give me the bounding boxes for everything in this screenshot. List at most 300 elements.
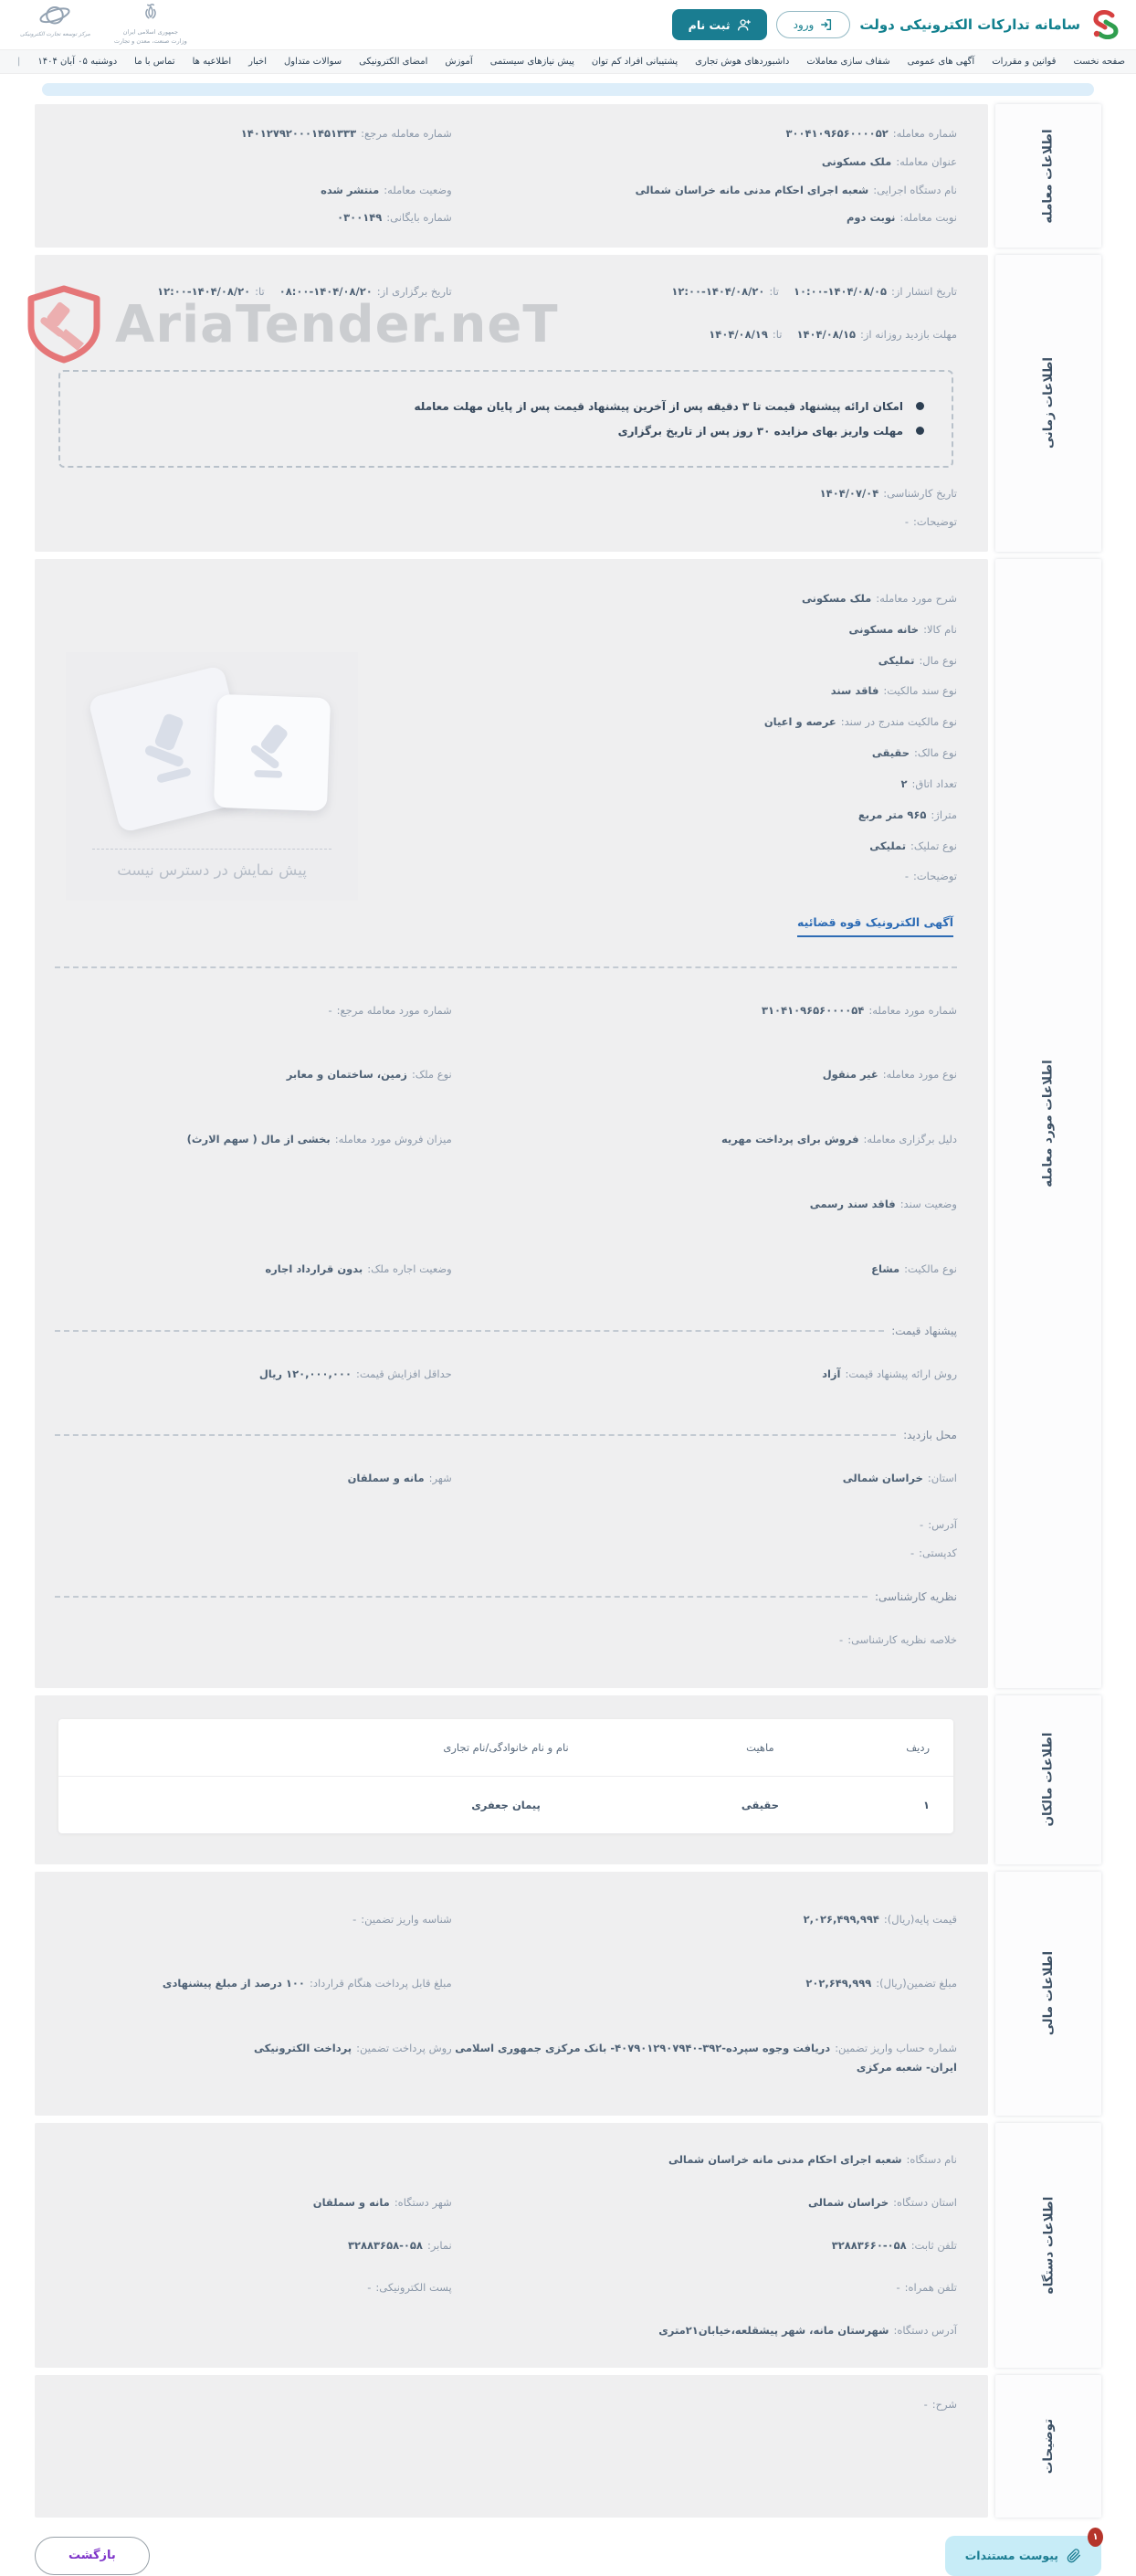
field-cell [55, 2308, 452, 2351]
field [839, 1633, 957, 1646]
gavel-icon [236, 716, 309, 789]
field-cell [452, 1510, 957, 1538]
field-value: ۳۰۰۴۱۰۹۶۵۶۰۰۰۰۵۲ [785, 127, 889, 140]
section-deal-info [35, 104, 1101, 248]
field-label: عنوان معامله: [896, 154, 957, 168]
ecommerce-center-caption: مرکز توسعه تجارت الکترونیکی [20, 31, 90, 38]
section-content-timing-info [35, 255, 988, 551]
field [785, 127, 957, 140]
section-title: توضیحات [1041, 2418, 1056, 2475]
field-value: ۲ [900, 776, 908, 790]
field-label: شماره بایگانی: [386, 211, 452, 225]
field [910, 1547, 957, 1559]
field-value: ۱۲۰,۰۰۰,۰۰۰ ریال [258, 1367, 352, 1380]
field [831, 684, 957, 697]
field-value: عرصه و اعیان [763, 715, 836, 729]
field-value: بدون قرارداد اجاره [265, 1262, 363, 1275]
field-label: تا: [772, 328, 783, 342]
field-row [382, 798, 957, 829]
field-cell [452, 2180, 957, 2223]
field-cell [452, 1607, 957, 1672]
field-value: مانه و سملقان [312, 2195, 390, 2209]
field-value: ملک مسکونی [821, 154, 892, 168]
field-label: نوع مالکیت مندرج در سند: [840, 715, 957, 729]
field-label: آدرس دستگاه: [893, 2324, 957, 2338]
field-cell [452, 119, 957, 147]
register-label: ثبت نام [688, 17, 731, 32]
group-label: نظریه کارشناسی: [875, 1589, 957, 1603]
field-cell [452, 1950, 957, 2015]
nav-item-3[interactable]: شفاف سازی معاملات [806, 57, 890, 67]
nav-item-2[interactable]: آگهی های عمومی [907, 57, 975, 67]
field-label: نوع تملیک: [910, 839, 957, 852]
nav-item-11[interactable]: اطلاعیه ها [192, 57, 232, 67]
field [905, 515, 957, 528]
field-cell [55, 312, 452, 355]
nav-item-1[interactable]: قوانین و مقررات [992, 57, 1057, 67]
field-label: تعداد اتاق: [911, 776, 957, 790]
field [367, 2281, 451, 2294]
field-row [382, 583, 957, 614]
field-cell [452, 479, 957, 507]
dashed-line [55, 1596, 868, 1598]
field-row [382, 860, 957, 892]
paperclip-icon [1067, 2549, 1081, 2563]
gavel-icon [120, 696, 224, 800]
group-label: محل بازدید: [903, 1429, 957, 1442]
field-cell [55, 1445, 452, 1510]
field [822, 155, 957, 168]
section-title: اطلاعات زمانی [1041, 357, 1057, 449]
field [287, 1068, 452, 1081]
section-label-financial-info [995, 1872, 1101, 2116]
section-financial-info [35, 1872, 1101, 2116]
field-cell [55, 2390, 452, 2418]
field-grid [55, 1510, 957, 1567]
nav-item-4[interactable]: داشبوردهای هوش تجاری [695, 57, 790, 67]
field [810, 1198, 957, 1210]
section-timing-info [35, 255, 1101, 551]
auth-buttons [672, 9, 851, 40]
field-cell [452, 312, 957, 355]
field-value: تملیکی [869, 839, 907, 852]
field-cell [55, 479, 452, 507]
notice-text: امکان ارائه پیشنهاد قیمت تا ۳ دقیقه پس از آخرین پیشنهاد قیمت پس از پایان مهلت معامله [414, 399, 903, 413]
watermark-text: AriaTender.neT [115, 294, 559, 354]
field-value: فاقد سند [830, 684, 879, 698]
field-value: ۱۴۰۴/۰۸/۰۵-۱۰:۰۰ [793, 285, 887, 299]
field-cell [55, 1171, 452, 1236]
field-label: پست الکترونیکی: [375, 2281, 452, 2295]
register-button[interactable] [672, 9, 767, 40]
nav-item-10[interactable]: اخبار [248, 57, 267, 67]
group-separator [55, 1429, 957, 1441]
field-label: نام کالا: [923, 622, 957, 636]
field-cell [452, 1041, 957, 1106]
field-cell [55, 1236, 452, 1301]
column-header: ماهیت [746, 1740, 774, 1754]
field-cell [55, 507, 452, 535]
field [259, 1367, 452, 1380]
main-content [0, 104, 1136, 2518]
field-row [382, 706, 957, 737]
iran-emblem-icon [139, 3, 163, 28]
field-label: نوع ملک: [411, 1068, 452, 1082]
field-grid [55, 269, 957, 355]
field [762, 1004, 957, 1017]
field-value: مانه و سملقان [347, 1472, 425, 1485]
subject-fields [382, 574, 957, 892]
field-label: شماره معامله: [892, 127, 957, 140]
field-row [382, 829, 957, 860]
field-value: ۱۴۰۴/۰۸/۲۰-۱۲:۰۰ [157, 285, 251, 299]
group-separator [55, 1590, 957, 1603]
field-cell [55, 1041, 452, 1106]
field-label: متراژ: [931, 808, 957, 821]
section-label-subject-info [995, 559, 1101, 1688]
field-value: خراسان شمالی [807, 2195, 889, 2209]
section-content-owners-info [35, 1695, 988, 1864]
field-cell [452, 1236, 957, 1301]
field-label: نام دستگاه اجرایی: [873, 183, 957, 196]
field [808, 2196, 957, 2209]
section-label-notes [995, 2375, 1101, 2518]
field-cell [55, 1510, 452, 1538]
field-label: شماره مورد معامله: [868, 1003, 957, 1017]
table-row [58, 1777, 953, 1833]
field-cell [452, 507, 957, 535]
field-value: ۱۴۰۴/۰۷/۰۴ [819, 486, 879, 500]
field-cell [452, 2015, 957, 2099]
field-row [382, 644, 957, 675]
field-cell [55, 119, 452, 147]
field-value: ۰۳۰۰۱۴۹ [337, 211, 383, 225]
column-header: ردیف [906, 1740, 930, 1754]
field-value: - [920, 1518, 924, 1532]
field-label: شرح: [931, 2397, 957, 2411]
field [804, 1913, 957, 1926]
field-cell [55, 1538, 452, 1567]
nav-item-0[interactable]: صفحه نخست [1073, 57, 1125, 67]
field-grid [55, 1445, 957, 1510]
field-label: وضعیت سند: [899, 1197, 957, 1210]
section-notes [35, 2375, 1101, 2518]
field-value: ۰۵۸-۳۲۸۸۳۶۶۰ [831, 2238, 907, 2252]
field-grid [55, 119, 957, 231]
group-separator [55, 1325, 957, 1337]
column-header: نام و نام خانوادگی/نام تجاری [443, 1740, 569, 1754]
field-value: دریافت وجوه سپرده-۳۹۲-۴۰۷۹۰۱۲۹۰۷۹۴۰- بانک مرکزی جمهوری اسلامی ایران- شعبه مرکزی [455, 2042, 957, 2075]
field-value: - [904, 870, 909, 883]
subject-overview [55, 574, 957, 908]
field [878, 654, 957, 667]
image-preview-placeholder [66, 652, 358, 901]
breadcrumb-bar [42, 83, 1094, 96]
field-cell [55, 203, 452, 231]
field [313, 2196, 452, 2209]
field-value: ۲,۰۲۶,۴۹۹,۹۹۴ [803, 1912, 879, 1926]
field [348, 1472, 452, 1484]
field [352, 1913, 452, 1926]
register-person-icon [737, 18, 751, 31]
field-label: وضعیت معامله: [384, 183, 452, 196]
field-label: تا: [769, 285, 779, 299]
ecommerce-center-logo [20, 3, 90, 38]
field-value: زمین، ساختمان و معابر [286, 1068, 407, 1082]
field-value: منتشر شده [321, 183, 380, 196]
field-cell [452, 2265, 957, 2308]
field [872, 746, 957, 759]
field-value: مشاع [871, 1262, 900, 1275]
nav-item-7[interactable]: آموزش [445, 57, 473, 67]
field-value: ۲۰۲,۶۴۹,۹۹۹ [805, 1977, 872, 1990]
nav-item-8[interactable]: امضای الکترونیکی [359, 57, 428, 67]
field-cell [55, 2265, 452, 2308]
field-cell [55, 2015, 452, 2099]
bullet-icon [916, 427, 924, 435]
nav-menu [0, 49, 1136, 74]
field [455, 2042, 957, 2074]
field-label: نوع سند مالکیت: [883, 684, 957, 698]
field [348, 2239, 452, 2252]
dashed-line [55, 1434, 896, 1436]
field-label: نوع مالکیت: [904, 1262, 957, 1275]
dashed-separator [55, 966, 957, 968]
field [671, 285, 957, 298]
field-value: پرداخت الکترونیکی [254, 2042, 352, 2055]
table-cell: ۱ [922, 1798, 930, 1811]
field-cell [55, 269, 452, 312]
field-value: حقیقی [871, 746, 910, 760]
field-value: ۹۶۵ متر مربع [857, 808, 927, 821]
field-cell [452, 269, 957, 312]
field-label: شماره مورد معامله مرجع: [336, 1003, 452, 1017]
field [820, 487, 957, 500]
field-value: - [896, 2281, 900, 2295]
field-row [382, 675, 957, 706]
field-grid [55, 1886, 957, 2099]
login-label: ورود [793, 18, 815, 31]
field [843, 1472, 957, 1484]
field [847, 211, 957, 224]
section-label-owners-info [995, 1695, 1101, 1864]
field-value: بخشی از مال ( سهم الارث) [186, 1133, 331, 1146]
preview-unavailable-text: پیش نمایش در دسترس نیست [117, 860, 307, 879]
section-owners-info [35, 1695, 1101, 1864]
field [871, 1262, 957, 1275]
field-value: ۰۵۸-۳۲۸۸۳۶۵۸ [347, 2238, 423, 2252]
section-title: اطلاعات مورد معامله [1040, 1059, 1056, 1188]
notice-item [88, 425, 924, 438]
field-cell [55, 977, 452, 1042]
field-label: شهر: [428, 1472, 452, 1485]
attach-documents-label: پیوست مستندات [964, 2549, 1058, 2563]
section-content-deal-info [35, 104, 988, 248]
field [832, 2239, 957, 2252]
field-value: غیر منقول [822, 1068, 878, 1082]
field-label: نوبت معامله: [899, 211, 957, 225]
section-title: اطلاعات معامله [1041, 128, 1057, 224]
field-value: ۱۴۰۴/۰۸/۲۰-۰۸:۰۰ [279, 285, 373, 299]
nav-date: دوشنبه ۰۵ آبان ۱۴۰۴ [37, 57, 118, 67]
field-label: تا: [255, 285, 265, 299]
field-value: - [904, 514, 909, 528]
section-label-timing-info [995, 255, 1101, 551]
field-grid [55, 977, 957, 1301]
field [668, 2153, 957, 2166]
field-value: - [839, 1632, 844, 1646]
field [254, 2042, 452, 2054]
field-cell [452, 1106, 957, 1171]
field [805, 1977, 957, 1990]
field-label: قیمت پایه(ریال): [883, 1912, 957, 1926]
attach-documents-button[interactable] [945, 2531, 1101, 2576]
section-agency-info [35, 2123, 1101, 2368]
section-content-subject-info [35, 559, 988, 1688]
section-title: اطلاعات دستگاه [1041, 2196, 1057, 2295]
field-label: شهر دستگاه: [394, 2195, 452, 2209]
field-value: - [367, 2281, 372, 2295]
field-value: شعبه اجرای احکام مدنی مانه خراسان شمالی [668, 2152, 902, 2166]
field-label: روش پرداخت تضمین: [356, 2042, 452, 2055]
table-cell: حقیقی [741, 1798, 779, 1811]
field [822, 1367, 957, 1380]
field-value: خراسان شمالی [842, 1472, 923, 1485]
field [157, 285, 452, 298]
field-value: خانه مسکونی [848, 622, 920, 636]
field-label: تاریخ کارشناسی: [883, 486, 957, 500]
section-content-financial-info [35, 1872, 988, 2116]
field [163, 1977, 452, 1990]
field-grid [55, 2138, 957, 2351]
field [321, 184, 452, 196]
field-label: وضعیت اجاره ملک: [367, 1262, 452, 1275]
field-value: - [328, 1003, 332, 1017]
setad-logo-icon [1089, 9, 1123, 40]
field-label: مبلغ تضمین(ریال): [876, 1977, 957, 1990]
field-cell [452, 1171, 957, 1236]
field [636, 184, 957, 196]
field [924, 2398, 957, 2411]
field-value: ۱۴۰۱۲۷۹۲۰۰۰۱۴۵۱۳۳۳ [240, 127, 357, 140]
field-label: توضیحات: [912, 514, 957, 528]
field-label: توضیحات: [912, 870, 957, 883]
ministry-caption-line1: جمهوری اسلامی ایران [122, 28, 178, 37]
field-cell [55, 2138, 452, 2180]
field-label: تلفن ثابت: [910, 2238, 957, 2252]
field-label: تلفن همراه: [904, 2281, 957, 2295]
field-cell [452, 175, 957, 204]
section-label-agency-info [995, 2123, 1101, 2368]
field-label: استان دستگاه: [893, 2195, 957, 2209]
field-cell [452, 977, 957, 1042]
nav-separator: | [16, 57, 21, 67]
nav-item-12[interactable]: تماس با ما [134, 57, 175, 67]
field-grid [55, 1607, 957, 1672]
ministry-logo [114, 3, 187, 47]
section-content-agency-info [35, 2123, 988, 2368]
field-label: دلیل برگزاری معامله: [863, 1133, 957, 1146]
attachment-count-badge: ۱ [1088, 2528, 1103, 2547]
field-value: ۱۰۰ درصد از مبلغ پیشنهادی [162, 1977, 305, 1990]
judiciary-ad-link[interactable]: آگهی الکترونیک قوه قضائیه [797, 915, 953, 937]
nav-item-5[interactable]: پشتیبانی افراد کم توان [591, 57, 678, 67]
field-label: شماره حساب واریز تضمین: [835, 2042, 957, 2055]
field-label: استان: [927, 1472, 957, 1485]
field-label: تاریخ برگزاری از: [376, 285, 452, 299]
field-cell [452, 2138, 957, 2180]
table-header-row [58, 1719, 953, 1777]
field-value: فروش برای پرداخت مهریه [721, 1133, 859, 1146]
field-label: شناسه واریز تضمین: [361, 1912, 452, 1926]
field-label: نوع مال: [919, 653, 957, 667]
field [802, 592, 957, 605]
field-cell [55, 1341, 452, 1406]
field-value: ۱۴۰۴/۰۸/۱۹ [709, 328, 768, 342]
group-label: پیشنهاد قیمت: [891, 1324, 957, 1337]
field-value: فاقد سند رسمی [809, 1197, 896, 1210]
notice-text: مهلت واریز بهای مزایده ۳۰ روز پس از تاریخ برگزاری [617, 424, 903, 438]
field-value: شهرستان مانه، شهر پیشقلعه،خیابان۲۱متری [658, 2324, 889, 2338]
field [901, 777, 958, 790]
field [869, 839, 957, 852]
ministry-caption-line2: وزارت صنعت، معدن و تجارت [113, 37, 187, 45]
field-label: تاریخ انتشار از: [891, 285, 957, 299]
nav-item-9[interactable]: سوالات متداول [284, 57, 342, 67]
field-row [382, 737, 957, 768]
field-label: نمابر: [426, 2238, 452, 2252]
notice-item [88, 400, 924, 413]
field [329, 1004, 452, 1017]
field-cell [452, 1538, 957, 1567]
section-subject-info [35, 559, 1101, 1688]
field [896, 2281, 957, 2294]
field-label: روش ارائه پیشنهاد قیمت: [845, 1367, 957, 1380]
field-row [382, 767, 957, 798]
field-label: نوع مورد معامله: [882, 1068, 957, 1082]
field-label: کدپستی: [919, 1547, 957, 1559]
field-cell [452, 2308, 957, 2351]
divider [92, 849, 331, 850]
app-logo[interactable] [859, 9, 1123, 40]
field-value: ملک مسکونی [802, 592, 872, 605]
login-icon [820, 18, 833, 31]
field [823, 1068, 957, 1081]
field-row [382, 613, 957, 644]
field-grid [55, 2390, 957, 2418]
field-label: نام دستگاه: [906, 2152, 957, 2166]
field-cell [452, 1341, 957, 1406]
field-value: تملیکی [878, 653, 915, 667]
field-cell [452, 2223, 957, 2266]
login-button[interactable] [776, 11, 851, 38]
field-cell [55, 1607, 452, 1672]
back-button[interactable]: بازگشت [35, 2537, 150, 2575]
section-content-notes [35, 2375, 988, 2518]
dashed-line [55, 1330, 884, 1332]
field [764, 715, 957, 728]
field-cell [452, 147, 957, 175]
field-label: شرح مورد معامله: [876, 592, 957, 605]
field [187, 1133, 452, 1145]
owners-table [58, 1719, 953, 1833]
header [0, 0, 1136, 49]
field-label: آدرس: [928, 1518, 957, 1532]
nav-item-6[interactable]: پیش نیازهای سیستمی [489, 57, 574, 67]
field-value: - [352, 1912, 357, 1926]
field-cell [55, 2180, 452, 2223]
field-cell [452, 2390, 957, 2418]
